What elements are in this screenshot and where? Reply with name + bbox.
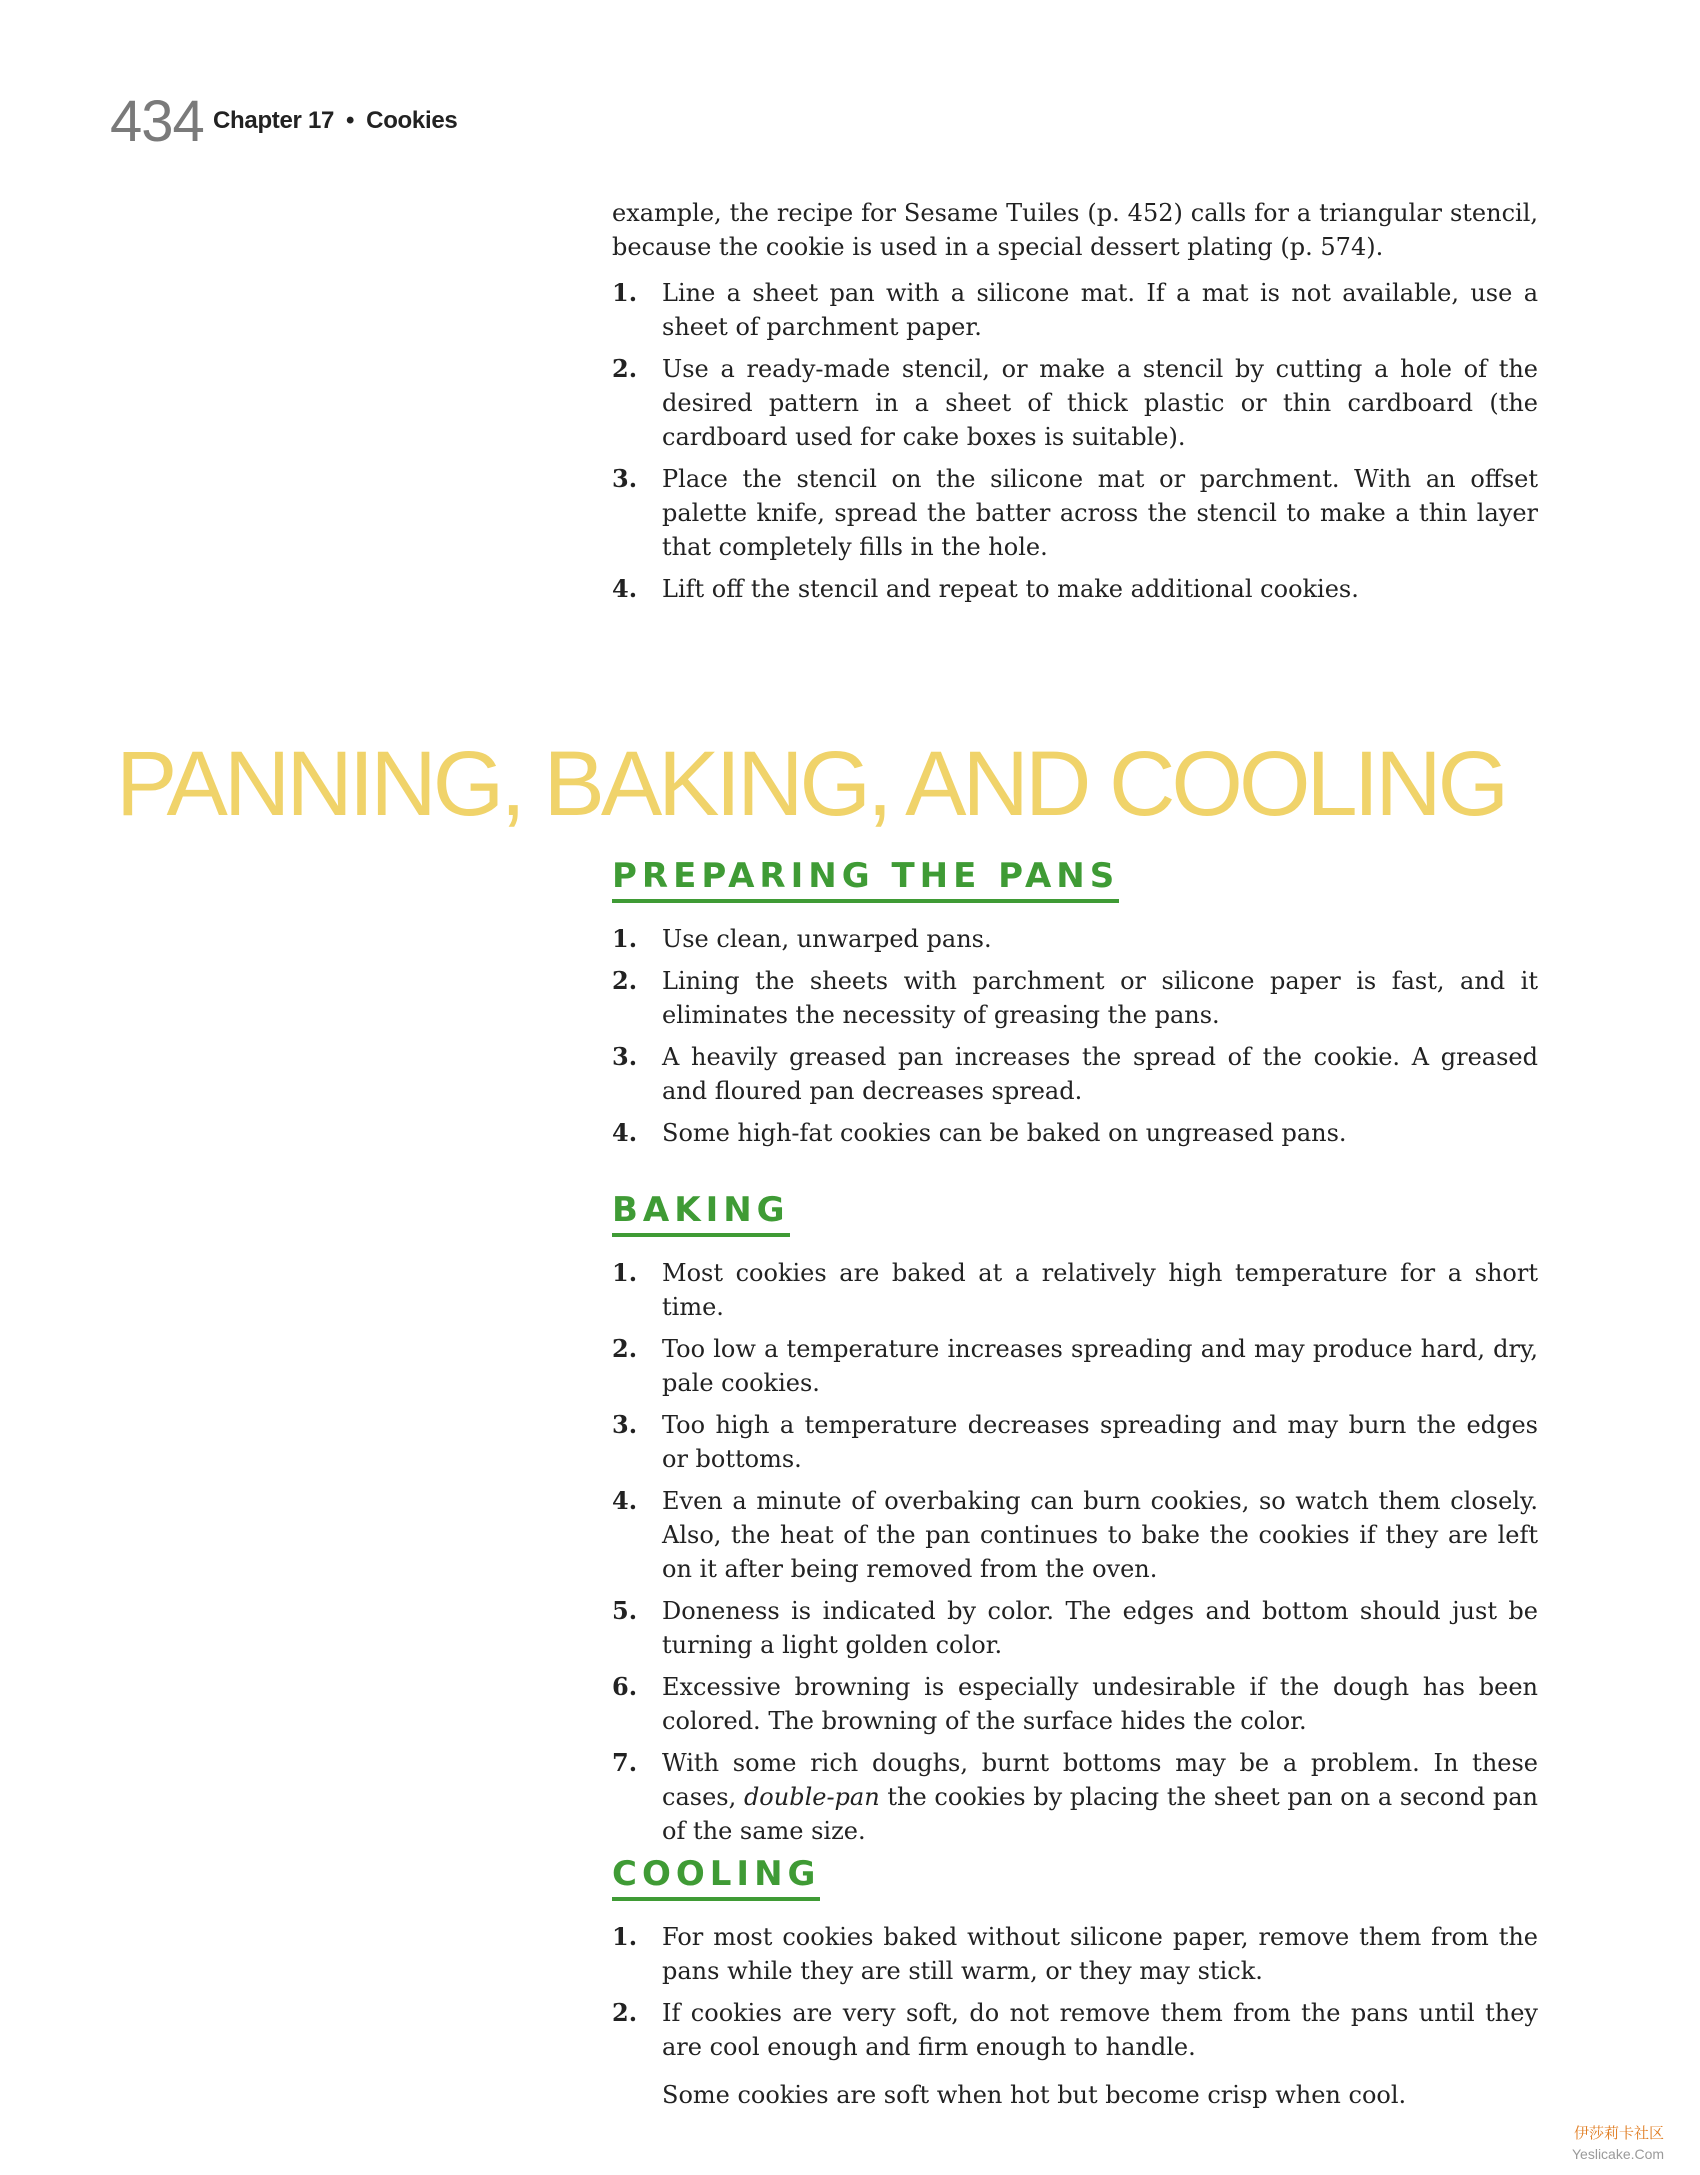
item-number: 2. [612,354,638,383]
running-head [213,106,457,136]
item-text: Lining the sheets with parchment or silicone paper is fast, and it eliminates the necessity of greasing the pans. [662,967,1538,1029]
list-item [612,462,1538,564]
emphasized-term: double-pan [743,1783,880,1811]
item-text: A heavily greased pan increases the spread of the cookie. A greased and floured pan decreases spread. [662,1043,1538,1105]
item-number: 3. [612,1410,638,1439]
list-item [612,1594,1538,1662]
item-text: Too low a temperature increases spreading and may produce hard, dry, pale cookies. [662,1335,1538,1397]
item-text: Line a sheet pan with a silicone mat. If a mat is not available, use a sheet of parchment paper. [662,279,1538,341]
list-item [612,352,1538,454]
item-text-end: the cookies by placing the sheet pan on a second pan of the same size. [662,1783,1539,1845]
item-text: Use a ready-made stencil, or make a stencil by cutting a hole of the desired pattern in a sheet of thick plastic or thin cardboard (the cardboard used for cake boxes is suitable). [662,355,1538,451]
list-item [612,922,1538,956]
cooling-note: Some cookies are soft when hot but become crisp when cool. [662,2081,1407,2109]
item-text: Place the stencil on the silicone mat or parchment. With an offset palette knife, spread the batter across the stencil to make a thin layer that completely fills in the hole. [662,465,1538,561]
watermark-cn: 伊莎莉卡社区 [1574,2124,1665,2142]
heading-baking: BAKING [612,1190,790,1237]
list-item [612,1920,1538,1988]
item-text: Some high-fat cookies can be baked on ungreased pans. [662,1119,1347,1147]
item-text: Doneness is indicated by color. The edges and bottom should just be turning a light golden color. [662,1597,1538,1659]
item-text: Too high a temperature decreases spreading and may burn the edges or bottoms. [662,1411,1538,1473]
item-text: Most cookies are baked at a relatively high temperature for a short time. [662,1259,1538,1321]
item-number: 1. [612,924,638,953]
item-text: Excessive browning is especially undesirable if the dough has been colored. The browning of the surface hides the color. [662,1673,1538,1735]
list-item [612,1996,1538,2064]
item-text: For most cookies baked without silicone paper, remove them from the pans while they are still warm, or they may stick. [662,1923,1538,1985]
item-number: 2. [612,1334,638,1363]
list-item [612,964,1538,1032]
preparing-pans-list [612,922,1538,1158]
list-item [612,1116,1538,1150]
item-number: 4. [612,574,638,603]
item-text: Even a minute of overbaking can burn cookies, so watch them closely. Also, the heat of the pan continues to bake the cookies if they are left on it after being removed from the oven. [662,1487,1538,1583]
item-number: 3. [612,1042,638,1071]
stencil-steps-list [612,276,1538,614]
intro-paragraph: example, the recipe for Sesame Tuiles (p. 452) calls for a triangular stencil, because the cookie is used in a special dessert plating (p. 574). [612,199,1538,261]
page-number: 434 [110,89,204,154]
heading-preparing-pans: PREPARING THE PANS [612,856,1119,903]
cooling-list [612,1920,1538,2072]
list-item [612,1332,1538,1400]
item-text: Lift off the stencil and repeat to make additional cookies. [662,575,1359,603]
list-item [612,1670,1538,1738]
item-number: 2. [612,966,638,995]
item-text-start: With some rich doughs, burnt bottoms may be a problem. In these cases, [662,1749,1538,1811]
list-item [612,1256,1538,1324]
list-item [612,1040,1538,1108]
list-item [612,1484,1538,1586]
item-number: 3. [612,464,638,493]
item-text: Use clean, unwarped pans. [662,925,992,953]
item-number: 6. [612,1672,638,1701]
item-number: 4. [612,1486,638,1515]
bullet-separator: • [346,107,355,134]
chapter-label: Chapter 17 [213,107,335,134]
item-number: 2. [612,1998,638,2027]
baking-list [612,1256,1538,1856]
item-number: 1. [612,1258,638,1287]
heading-cooling: COOLING [612,1854,820,1901]
item-number: 1. [612,278,638,307]
item-text: If cookies are very soft, do not remove them from the pans until they are cool enough and firm enough to handle. [662,1999,1538,2061]
list-item [612,276,1538,344]
list-item [612,1408,1538,1476]
item-number: 1. [612,1922,638,1951]
item-number: 4. [612,1118,638,1147]
watermark-en: Yeslicake.Com [1572,2146,1665,2162]
list-item [612,572,1538,606]
item-number: 7. [612,1748,638,1777]
list-item [612,1746,1538,1848]
item-number: 5. [612,1596,638,1625]
section-label: Cookies [366,107,458,134]
main-title: PANNING, BAKING, AND COOLING [116,733,1506,835]
